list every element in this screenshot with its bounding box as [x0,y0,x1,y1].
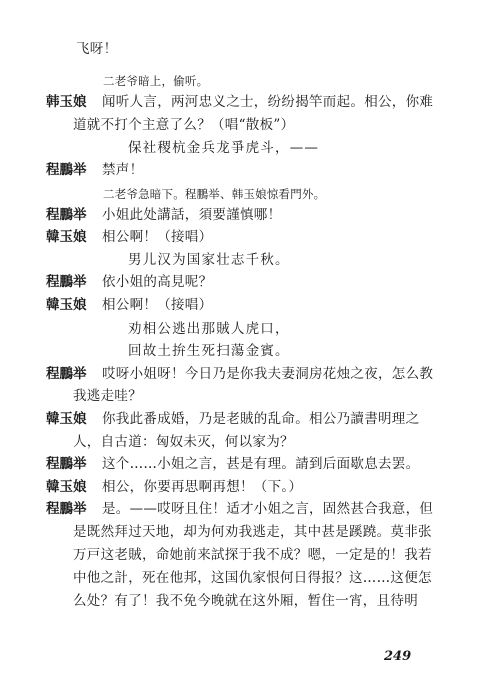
speaker-name: 韓玉娘 [46,411,87,427]
speaker-name: 韓玉娘 [46,479,87,495]
speaker-name: 程鵬举 [46,501,87,517]
dialogue-line: 韓玉娘 相公啊！（接唱） [46,229,213,245]
dialogue-line: 程鵬举 依小姐的高見呢？ [46,274,213,290]
dialogue-line: 程鵬举 哎呀小姐呀！今日乃是你我夫妻洞房花烛之夜，怎么教 [46,366,434,382]
speaker-name: 韩玉娘 [46,94,87,110]
verse-line: 回故土拚生死扫蕩金賓。 [128,343,290,359]
dialogue-line: 韓玉娘 相公啊！（接唱） [46,297,213,313]
dialogue-line: 人，自古道：匈奴未灭，何以家为？ [73,434,294,450]
page-number: 249 [384,649,412,664]
dialogue-line: 程鵬举 小姐此处講話，須要謹慎哪！ [46,207,282,223]
dialogue-line: 么处？有了！我不免今晚就在这外厢，暂住一宵，且待明 [73,593,418,609]
dialogue-line: 程鵬举 禁声！ [46,162,144,178]
dialogue-line: 韓玉娘 你我此番成婚，乃是老賊的乱命。相公乃讀書明理之 [46,411,420,427]
speaker-name: 程鵬举 [46,207,87,223]
speaker-name: 程鵬举 [46,162,87,178]
dialogue-line: 程鵬举 这个……小姐之言，甚是有理。請到后面歇息去罢。 [46,456,420,472]
speaker-name: 程鵬举 [46,274,87,290]
dialogue-line: 道就不打个主意了么？（唱“散板”） [73,117,295,133]
dialogue-line: 中他之計，死在他邦，这国仇家恨何日得报？这……这便怎 [73,570,432,586]
dialogue-line: 万戸这老賊，命她前来試探于我不成？嗯，一定是的！我若 [73,547,432,563]
speaker-name: 程鵬举 [46,456,87,472]
dialogue-line: 程鵬举 是。——哎呀且住！适才小姐之言，固然甚合我意，但 [46,501,434,517]
dialogue-line: 飞呀！ [76,41,118,57]
dialogue-line: 韓玉娘 相公，你要再思啊再想！（下。） [46,479,303,495]
verse-line: 劝相公逃出那賊人虎口， [128,321,290,337]
speaker-name: 韓玉娘 [46,297,87,313]
speaker-name: 韓玉娘 [46,229,87,245]
stage-direction: 二老爷暗上，偷听。 [103,74,209,88]
dialogue-line: 我逃走哇？ [73,388,142,404]
speaker-name: 程鵬举 [46,366,87,382]
verse-line: 保社稷杭金兵龙爭虎斗，—— [128,140,320,156]
dialogue-line: 韩玉娘 闻听人言，两河忠义之士，纷纷揭竿而起。相公，你难 [46,94,434,110]
dialogue-line: 是既然拜过天地，却为何劝我逃走，其中甚是蹊蹺。莫非张 [73,524,432,540]
stage-direction: 二老爷急暗下。程鵬举、韩玉娘惊看門外。 [103,187,326,201]
verse-line: 男儿汉为国家壮志千秋。 [128,252,290,268]
